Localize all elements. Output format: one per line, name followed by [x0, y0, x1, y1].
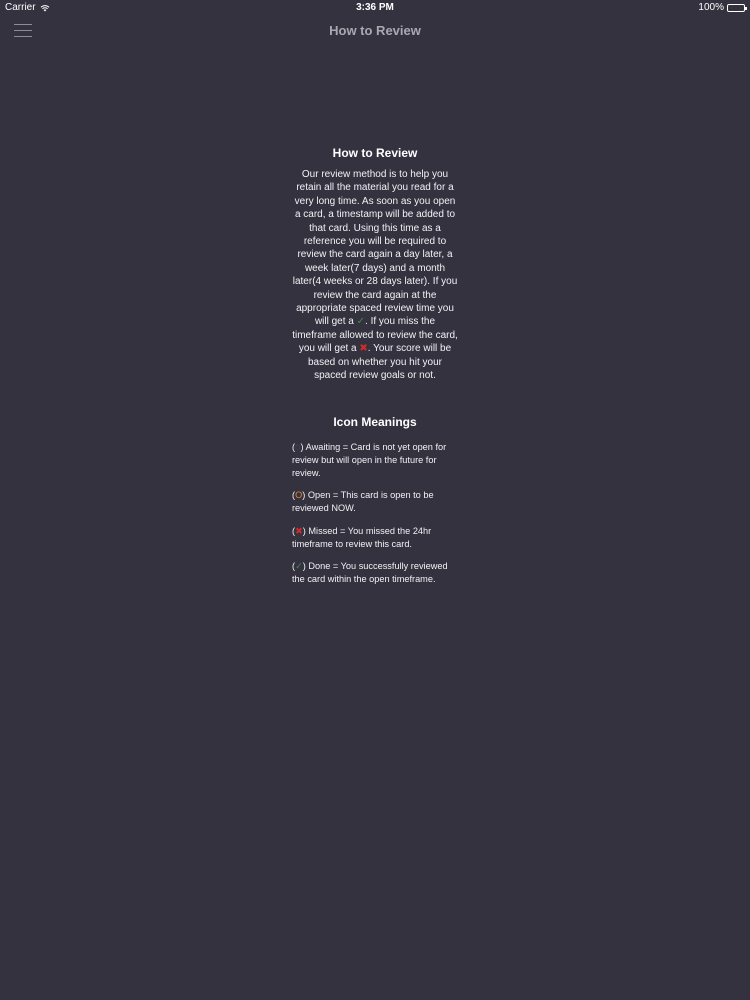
meaning-awaiting: (◌) Awaiting = Card is not yet open for review but will open in the future for review.: [292, 441, 447, 478]
meaning-open: (O) Open = This card is open to be reviewed NOW.: [292, 490, 434, 514]
done-icon: ✓: [295, 560, 303, 571]
awaiting-icon: ◌: [295, 441, 301, 452]
status-bar: [0, 0, 750, 16]
icon-meanings-heading: Icon Meanings: [333, 414, 417, 429]
nav-title: How to Review: [329, 23, 421, 38]
icon-meanings-section: [292, 415, 458, 587]
status-battery: [698, 2, 745, 13]
content-panel: [292, 146, 458, 595]
battery-icon: [727, 4, 745, 12]
missed-x-icon: ✖: [359, 343, 368, 355]
open-icon: O: [295, 490, 303, 501]
meaning-missed: (✖) Missed = You missed the 24hr timeframe to review this card.: [292, 525, 432, 549]
review-description: [292, 168, 458, 383]
done-check-icon: ✓: [356, 316, 366, 328]
status-time: 3:36 PM: [356, 2, 394, 13]
review-heading: How to Review: [332, 146, 418, 160]
missed-icon: ✖: [295, 525, 303, 536]
review-text-part1: Our review method is to help you retain all the material you read for a very long time. As soon as you open a card, a timestamp will be added to that card. Using this time as a reference you will be required to review the card again a day later, a week later(7 days) and a month later(4 weeks or 28 days later). If you review the card again at the appropriate spaced review time you will get a: [292, 169, 458, 328]
navigation-bar: [0, 16, 750, 46]
battery-percent: 100%: [698, 2, 724, 13]
review-text-part2: . If you miss the timeframe allowed to review the card, you will get a: [292, 316, 458, 355]
meaning-done: (✓) Done = You successfully reviewed the card within the open timeframe.: [292, 560, 448, 585]
carrier-label: Carrier: [5, 2, 36, 13]
review-text-part3: . Your score will be based on whether you hit your spaced review goals or not.: [308, 343, 452, 382]
